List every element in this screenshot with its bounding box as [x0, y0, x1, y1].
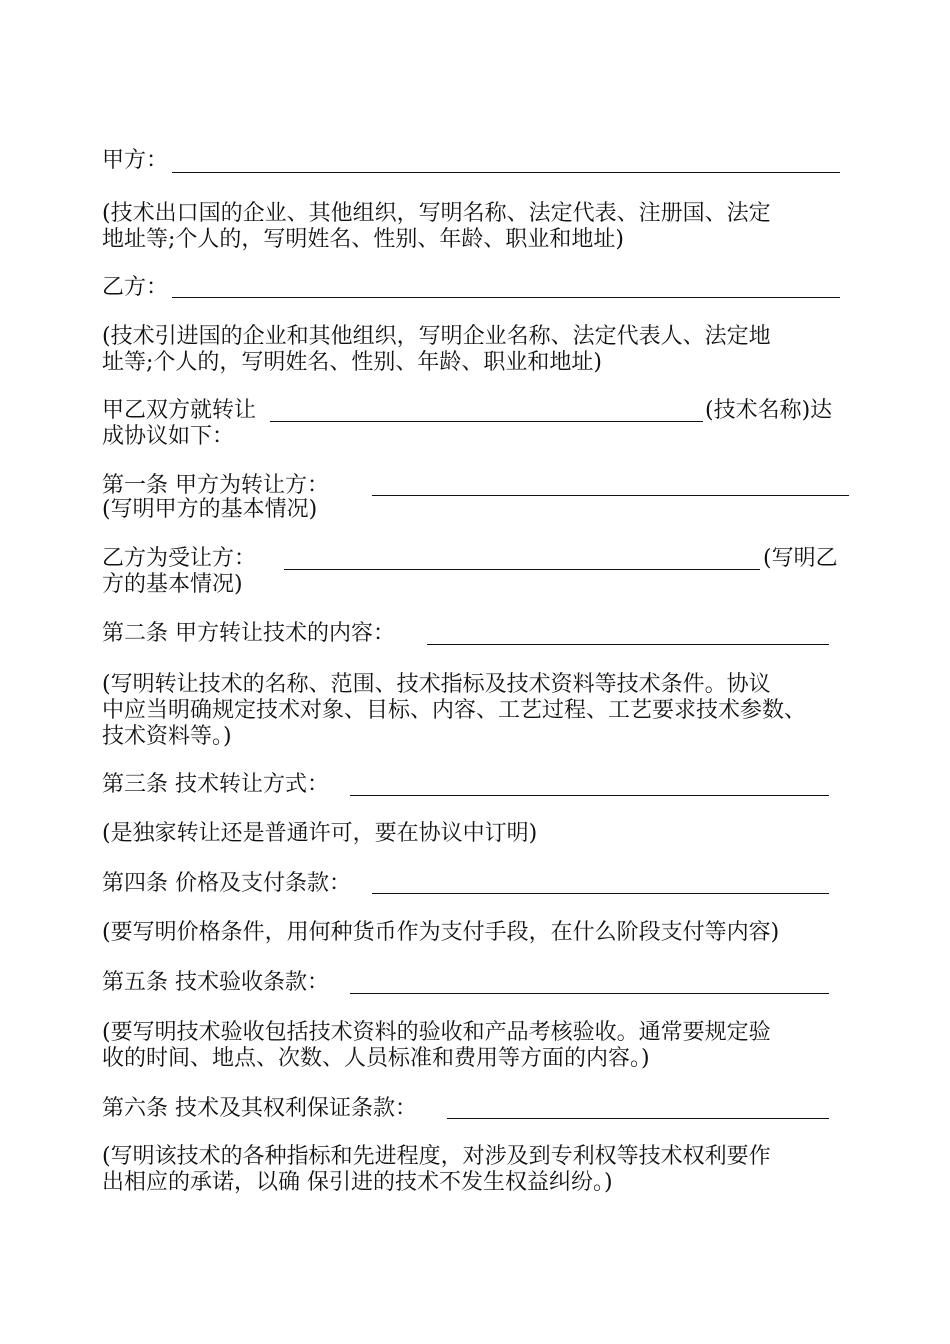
- article1-label: 第一条 甲方为转让方：: [102, 473, 329, 498]
- party-b-note-line1: (技术引进国的企业和其他组织，写明企业名称、法定代表人、法定地: [102, 324, 771, 349]
- article3-label: 第三条 技术转让方式：: [102, 772, 329, 797]
- article1-note: (写明甲方的基本情况): [102, 497, 318, 522]
- article6-blank-line[interactable]: [447, 1118, 829, 1119]
- article2-blank-line[interactable]: [427, 644, 829, 645]
- transferee-blank-line[interactable]: [284, 569, 760, 570]
- agreement-line2: 成协议如下：: [102, 424, 235, 449]
- article5-label: 第五条 技术验收条款：: [102, 970, 329, 995]
- article5-note-line2: 收的时间、地点、次数、人员标准和费用等方面的内容。): [102, 1046, 650, 1071]
- article4-blank-line[interactable]: [372, 893, 829, 894]
- article2-note-line2: 中应当明确规定技术对象、目标、内容、工艺过程、工艺要求技术参数、: [102, 698, 807, 723]
- article3-note: (是独家转让还是普通许可，要在协议中订明): [102, 821, 538, 846]
- article6-note-line1: (写明该技术的各种指标和先进程度，对涉及到专利权等技术权利要作: [102, 1144, 771, 1169]
- transferee-line2: 方的基本情况): [102, 572, 243, 597]
- party-a-label: 甲方：: [102, 148, 169, 173]
- article5-note-line1: (要写明技术验收包括技术资料的验收和产品考核验收。通常要规定验: [102, 1020, 771, 1045]
- agreement-suffix: (技术名称)达: [705, 398, 833, 423]
- party-b-blank-line[interactable]: [172, 297, 840, 298]
- article4-label: 第四条 价格及支付条款：: [102, 871, 351, 896]
- agreement-prefix: 甲乙双方就转让: [102, 398, 257, 423]
- article3-blank-line[interactable]: [350, 795, 829, 796]
- technology-name-blank-line[interactable]: [270, 421, 703, 422]
- party-b-label: 乙方：: [102, 275, 169, 300]
- party-b-note-line2: 址等;个人的，写明姓名、性别、年龄、职业和地址): [102, 350, 602, 375]
- transferee-label: 乙方为受让方：: [102, 546, 257, 571]
- article2-note-line3: 技术资料等。): [102, 724, 232, 749]
- party-a-note-line1: (技术出口国的企业、其他组织，写明名称、法定代表、注册国、法定: [102, 201, 771, 226]
- party-a-blank-line[interactable]: [172, 172, 840, 173]
- article2-label: 第二条 甲方转让技术的内容：: [102, 621, 395, 646]
- article6-label: 第六条 技术及其权利保证条款：: [102, 1096, 417, 1121]
- article4-note: (要写明价格条件，用何种货币作为支付手段，在什么阶段支付等内容): [102, 920, 780, 945]
- article2-note-line1: (写明转让技术的名称、范围、技术指标及技术资料等技术条件。协议: [102, 672, 771, 697]
- article5-blank-line[interactable]: [350, 993, 829, 994]
- party-a-note-line2: 地址等;个人的，写明姓名、性别、年龄、职业和地址): [102, 227, 624, 252]
- article6-note-line2: 出相应的承诺，以确 保引进的技术不发生权益纠纷。): [102, 1170, 613, 1195]
- transferee-suffix: (写明乙: [763, 546, 838, 571]
- article1-blank-line[interactable]: [372, 495, 849, 496]
